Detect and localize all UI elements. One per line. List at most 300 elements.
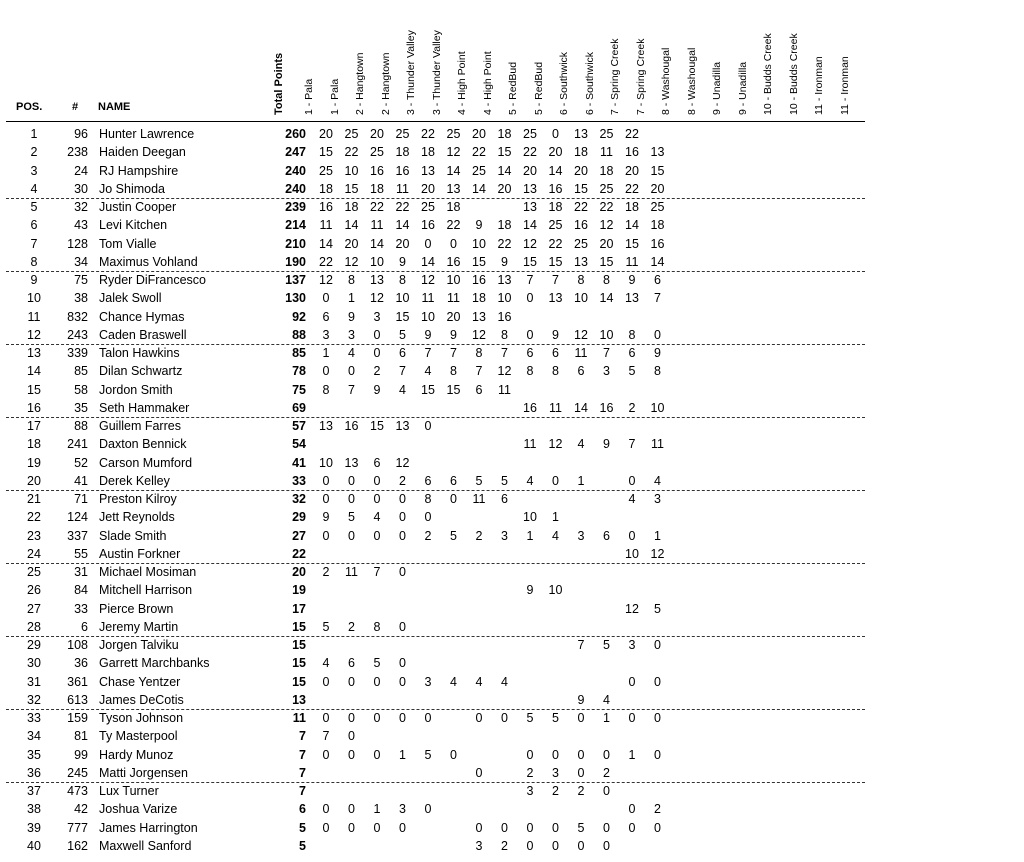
- name-cell: Jett Reynolds: [99, 510, 175, 525]
- name-cell: Matti Jorgensen: [99, 765, 188, 780]
- number-cell: 35: [74, 400, 88, 415]
- table-row: [0, 819, 1024, 837]
- points-cell: 0: [526, 820, 534, 835]
- points-cell: 15: [574, 181, 588, 196]
- points-cell: 18: [370, 181, 384, 196]
- points-cell: 9: [399, 254, 406, 269]
- table-row: [0, 581, 1024, 599]
- header-total-points-label: Total Points: [273, 52, 285, 115]
- points-cell: 14: [446, 163, 461, 178]
- points-cell: 18: [395, 145, 410, 160]
- round-header-label: 7 - Spring Creek: [634, 38, 647, 115]
- points-cell: 0: [348, 492, 355, 506]
- name-cell: Slade Smith: [99, 528, 167, 543]
- table-row: [0, 709, 1024, 727]
- points-cell: 8: [654, 364, 661, 379]
- round-header-label: 11 - Ironman: [813, 56, 825, 115]
- points-cell: 16: [395, 163, 410, 178]
- pos-cell: 9: [30, 273, 38, 287]
- points-cell: 3: [526, 784, 534, 798]
- points-cell: 6: [628, 346, 636, 360]
- points-cell: 0: [526, 747, 534, 762]
- name-cell: Daxton Bennick: [99, 437, 187, 452]
- points-cell: 12: [574, 327, 588, 342]
- round-header-label: 1 - Pala: [303, 78, 315, 115]
- points-cell: 0: [348, 711, 355, 725]
- points-cell: 15: [395, 309, 410, 324]
- points-cell: 13: [650, 145, 665, 160]
- points-cell: 15: [650, 163, 665, 178]
- points-cell: 0: [628, 820, 636, 835]
- total-points-cell: 27: [292, 528, 306, 543]
- points-cell: 0: [348, 364, 355, 379]
- points-cell: 20: [523, 163, 537, 178]
- points-cell: 0: [654, 327, 661, 342]
- table-row: [0, 673, 1024, 691]
- points-cell: 11: [574, 346, 588, 360]
- name-cell: Tom Vialle: [99, 236, 157, 251]
- pos-cell: 37: [27, 784, 41, 798]
- table-row: [0, 289, 1024, 307]
- total-points-cell: 69: [292, 400, 306, 415]
- table-row: [0, 600, 1024, 618]
- points-cell: 0: [526, 327, 534, 342]
- points-cell: 9: [450, 327, 457, 342]
- points-cell: 7: [450, 346, 457, 360]
- points-cell: 15: [344, 181, 359, 196]
- total-points-cell: 15: [292, 619, 306, 634]
- pos-cell: 15: [27, 382, 41, 397]
- points-cell: 12: [599, 218, 614, 233]
- points-cell: 9: [322, 510, 330, 525]
- points-cell: 22: [548, 236, 563, 251]
- points-cell: 15: [548, 254, 563, 269]
- number-cell: 159: [67, 711, 88, 725]
- name-cell: Ryder DiFrancesco: [99, 273, 206, 287]
- points-cell: 8: [552, 364, 559, 379]
- points-cell: 22: [446, 218, 461, 233]
- number-cell: 473: [67, 784, 88, 798]
- points-cell: 18: [421, 145, 435, 160]
- points-cell: 13: [497, 273, 512, 287]
- points-cell: 2: [373, 364, 381, 379]
- name-cell: Carson Mumford: [99, 455, 193, 470]
- number-cell: 42: [74, 802, 88, 817]
- number-cell: 245: [67, 765, 88, 780]
- number-cell: 41: [74, 473, 88, 488]
- table-row: [0, 435, 1024, 453]
- points-cell: 0: [399, 510, 406, 525]
- points-cell: 0: [603, 784, 610, 798]
- name-cell: Levi Kitchen: [99, 218, 168, 233]
- table-row: [0, 326, 1024, 344]
- table-row: [0, 636, 1024, 654]
- header-name: NAME: [98, 101, 131, 113]
- name-cell: RJ Hampshire: [99, 163, 179, 178]
- total-points-cell: 78: [292, 364, 306, 379]
- points-cell: 14: [599, 291, 614, 306]
- points-cell: 13: [395, 419, 410, 433]
- points-cell: 20: [650, 181, 665, 196]
- pos-cell: 16: [27, 400, 41, 415]
- table-row: [0, 235, 1024, 253]
- points-cell: 4: [526, 473, 534, 488]
- number-cell: 613: [67, 692, 88, 707]
- total-points-cell: 7: [299, 765, 306, 780]
- points-cell: 0: [450, 492, 457, 506]
- round-header-label: 4 - High Point: [481, 51, 494, 115]
- points-cell: 20: [625, 163, 639, 178]
- points-cell: 4: [450, 674, 457, 689]
- points-cell: 20: [395, 236, 410, 251]
- number-cell: 99: [74, 747, 88, 762]
- points-cell: 10: [497, 291, 512, 306]
- points-cell: 22: [472, 145, 486, 160]
- points-cell: 0: [450, 236, 457, 251]
- points-cell: 0: [552, 747, 559, 762]
- points-cell: 0: [399, 619, 406, 634]
- points-cell: 8: [322, 382, 330, 397]
- points-cell: 2: [322, 565, 330, 579]
- table-row: [0, 125, 1024, 143]
- points-cell: 0: [373, 747, 381, 762]
- points-cell: 16: [574, 218, 588, 233]
- name-cell: Mitchell Harrison: [99, 583, 193, 598]
- round-header-label: 1 - Pala: [328, 78, 341, 115]
- pos-cell: 20: [27, 473, 41, 488]
- points-cell: 11: [549, 400, 562, 415]
- points-cell: 5: [603, 638, 610, 652]
- points-cell: 1: [654, 528, 661, 543]
- points-cell: 0: [628, 711, 636, 725]
- points-cell: 6: [654, 273, 661, 287]
- round-header-label: 11 - Ironman: [838, 56, 851, 115]
- points-cell: 12: [446, 145, 461, 160]
- number-cell: 6: [81, 619, 88, 634]
- points-cell: 11: [447, 291, 460, 306]
- total-points-cell: 210: [285, 236, 306, 251]
- points-cell: 3: [552, 765, 559, 780]
- pos-cell: 4: [30, 181, 38, 196]
- points-cell: 11: [651, 437, 664, 452]
- points-cell: 2: [424, 528, 432, 543]
- points-cell: 22: [370, 200, 384, 214]
- round-header-label: 5 - RedBud: [532, 61, 545, 115]
- points-cell: 0: [654, 674, 661, 689]
- number-cell: 43: [74, 218, 88, 233]
- number-cell: 30: [74, 181, 88, 196]
- points-cell: 3: [577, 528, 585, 543]
- pos-cell: 35: [27, 747, 41, 762]
- number-cell: 339: [67, 346, 88, 360]
- points-cell: 4: [399, 382, 406, 397]
- points-cell: 20: [446, 309, 461, 324]
- points-cell: 16: [650, 236, 665, 251]
- points-cell: 8: [603, 273, 610, 287]
- table-row: [0, 399, 1024, 417]
- points-cell: 1: [577, 473, 585, 488]
- total-points-cell: 214: [285, 218, 306, 233]
- table-row: [0, 417, 1024, 435]
- round-header-label: 6 - Southwick: [558, 51, 570, 115]
- points-cell: 7: [603, 346, 610, 360]
- points-cell: 13: [574, 254, 588, 269]
- points-cell: 14: [650, 254, 665, 269]
- points-cell: 10: [599, 327, 614, 342]
- points-cell: 5: [577, 820, 585, 835]
- points-cell: 1: [373, 802, 381, 817]
- number-cell: 55: [74, 546, 88, 561]
- points-cell: 0: [373, 528, 381, 543]
- points-cell: 0: [628, 528, 636, 543]
- points-cell: 25: [599, 181, 614, 196]
- number-cell: 243: [67, 327, 88, 342]
- points-cell: 4: [654, 473, 661, 488]
- points-cell: 0: [603, 747, 610, 762]
- points-cell: 2: [501, 838, 508, 853]
- points-cell: 0: [322, 747, 330, 762]
- points-cell: 4: [603, 692, 610, 707]
- points-cell: 13: [421, 163, 435, 178]
- points-cell: 15: [472, 254, 486, 269]
- points-cell: 22: [574, 200, 588, 214]
- name-cell: Joshua Varize: [99, 802, 178, 817]
- points-cell: 9: [424, 327, 432, 342]
- points-cell: 5: [424, 747, 432, 762]
- name-cell: Chance Hymas: [99, 309, 185, 324]
- points-cell: 1: [603, 711, 610, 725]
- points-cell: 18: [446, 200, 461, 214]
- points-cell: 7: [373, 565, 381, 579]
- name-cell: Justin Cooper: [99, 200, 177, 214]
- points-cell: 4: [628, 492, 636, 506]
- table-row: [0, 381, 1024, 399]
- total-points-cell: 75: [292, 382, 306, 397]
- points-cell: 6: [373, 455, 381, 470]
- pos-cell: 39: [27, 820, 41, 835]
- points-cell: 14: [395, 218, 410, 233]
- points-cell: 0: [552, 473, 559, 488]
- total-points-cell: 190: [285, 254, 306, 269]
- points-cell: 8: [526, 364, 534, 379]
- points-cell: 7: [424, 346, 432, 360]
- points-cell: 0: [322, 492, 330, 506]
- total-points-cell: 239: [285, 200, 306, 214]
- points-cell: 15: [523, 254, 537, 269]
- total-points-cell: 240: [285, 181, 306, 196]
- name-cell: Jo Shimoda: [99, 181, 166, 196]
- points-cell: 6: [348, 656, 355, 671]
- pos-cell: 5: [30, 200, 38, 214]
- points-cell: 25: [574, 236, 588, 251]
- points-cell: 10: [421, 309, 435, 324]
- points-cell: 0: [348, 729, 355, 744]
- round-header-label: 2 - Hangtown: [379, 52, 392, 115]
- total-points-cell: 32: [292, 492, 306, 506]
- points-cell: 18: [472, 291, 486, 306]
- total-points-cell: 240: [285, 163, 306, 178]
- points-cell: 4: [501, 674, 508, 689]
- points-cell: 11: [498, 382, 511, 397]
- points-cell: 18: [344, 200, 359, 214]
- points-cell: 6: [450, 473, 457, 488]
- points-cell: 0: [628, 674, 636, 689]
- points-cell: 3: [348, 327, 355, 342]
- table-row: [0, 362, 1024, 380]
- points-cell: 0: [322, 473, 330, 488]
- points-cell: 4: [475, 674, 483, 689]
- points-cell: 15: [599, 254, 614, 269]
- table-row: [0, 162, 1024, 180]
- points-cell: 5: [348, 510, 355, 525]
- points-cell: 13: [319, 419, 333, 433]
- points-cell: 25: [523, 127, 537, 141]
- points-cell: 12: [344, 254, 359, 269]
- points-cell: 25: [650, 200, 665, 214]
- table-row: [0, 344, 1024, 362]
- header-pos: POS.: [16, 101, 43, 113]
- points-cell: 9: [654, 346, 661, 360]
- points-cell: 0: [424, 711, 432, 725]
- pos-cell: 33: [27, 711, 41, 725]
- points-cell: 5: [628, 364, 636, 379]
- points-cell: 14: [625, 218, 639, 233]
- points-cell: 3: [654, 492, 661, 506]
- points-cell: 0: [603, 838, 610, 853]
- points-cell: 0: [348, 820, 355, 835]
- table-row: [0, 618, 1024, 636]
- points-cell: 0: [475, 820, 483, 835]
- number-cell: 24: [74, 163, 88, 178]
- points-cell: 8: [628, 327, 636, 342]
- table-row: [0, 800, 1024, 818]
- name-cell: James Harrington: [99, 820, 198, 835]
- points-cell: 6: [424, 473, 432, 488]
- points-cell: 13: [446, 181, 461, 196]
- points-cell: 8: [475, 346, 483, 360]
- points-cell: 12: [319, 273, 333, 287]
- points-cell: 0: [348, 528, 355, 543]
- points-cell: 0: [424, 419, 432, 433]
- points-cell: 25: [370, 145, 384, 160]
- points-cell: 16: [319, 200, 333, 214]
- pos-cell: 24: [27, 546, 41, 561]
- round-header-label: 4 - High Point: [456, 51, 468, 115]
- points-cell: 10: [319, 455, 333, 470]
- pos-cell: 7: [30, 236, 38, 251]
- total-points-cell: 88: [292, 327, 306, 342]
- points-cell: 20: [472, 127, 486, 141]
- pos-cell: 23: [27, 528, 41, 543]
- total-points-cell: 130: [285, 291, 306, 306]
- points-cell: 2: [526, 765, 534, 780]
- round-header-label: 8 - Washougal: [685, 47, 698, 115]
- points-cell: 9: [603, 437, 610, 452]
- points-cell: 0: [577, 765, 585, 780]
- total-points-cell: 41: [292, 455, 306, 470]
- points-cell: 1: [552, 510, 559, 525]
- name-cell: Guillem Farres: [99, 419, 181, 433]
- name-cell: James DeCotis: [99, 692, 184, 707]
- points-cell: 10: [370, 254, 384, 269]
- name-cell: Talon Hawkins: [99, 346, 180, 360]
- total-points-cell: 15: [292, 638, 306, 652]
- points-cell: 12: [650, 546, 665, 561]
- table-row: [0, 454, 1024, 472]
- points-cell: 10: [574, 291, 588, 306]
- points-cell: 16: [599, 400, 614, 415]
- points-cell: 8: [577, 273, 585, 287]
- name-cell: Austin Forkner: [99, 546, 181, 561]
- points-cell: 13: [625, 291, 639, 306]
- total-points-cell: 15: [292, 674, 306, 689]
- points-cell: 18: [548, 200, 563, 214]
- name-cell: Jordon Smith: [99, 382, 173, 397]
- number-cell: 162: [67, 838, 88, 853]
- points-cell: 14: [497, 163, 512, 178]
- points-cell: 1: [628, 747, 636, 762]
- total-points-cell: 54: [292, 437, 306, 452]
- points-cell: 18: [497, 127, 512, 141]
- points-cell: 25: [599, 127, 614, 141]
- points-cell: 16: [446, 254, 461, 269]
- points-cell: 2: [475, 528, 483, 543]
- points-cell: 9: [577, 692, 585, 707]
- points-cell: 0: [552, 820, 559, 835]
- points-cell: 15: [421, 382, 435, 397]
- points-cell: 20: [548, 145, 563, 160]
- points-cell: 6: [501, 492, 508, 506]
- round-header-label: 6 - Southwick: [583, 51, 596, 115]
- pos-cell: 25: [27, 565, 41, 579]
- points-cell: 6: [603, 528, 610, 543]
- total-points-cell: 247: [285, 145, 306, 160]
- pos-cell: 36: [27, 765, 41, 780]
- header-rule: [6, 121, 865, 122]
- total-points-cell: 33: [292, 473, 306, 488]
- name-cell: Jorgen Talviku: [99, 638, 179, 652]
- points-cell: 3: [424, 674, 432, 689]
- points-cell: 10: [625, 546, 639, 561]
- points-cell: 25: [421, 200, 435, 214]
- points-cell: 12: [625, 601, 639, 616]
- pos-cell: 19: [27, 455, 41, 470]
- points-cell: 4: [322, 656, 330, 671]
- table-row: [0, 764, 1024, 782]
- pos-cell: 29: [27, 638, 41, 652]
- points-cell: 11: [319, 218, 333, 233]
- points-cell: 6: [552, 346, 559, 360]
- table-row: [0, 527, 1024, 545]
- points-cell: 10: [650, 400, 665, 415]
- pos-cell: 8: [30, 254, 38, 269]
- points-cell: 14: [472, 181, 486, 196]
- points-cell: 0: [322, 364, 330, 379]
- points-cell: 2: [399, 473, 406, 488]
- total-points-cell: 20: [292, 565, 306, 579]
- number-cell: 361: [67, 674, 88, 689]
- number-cell: 81: [74, 729, 88, 744]
- points-cell: 8: [450, 364, 457, 379]
- table-row: [0, 253, 1024, 271]
- points-cell: 8: [424, 492, 432, 506]
- points-cell: 20: [574, 163, 588, 178]
- points-cell: 7: [475, 364, 483, 379]
- points-cell: 0: [348, 473, 355, 488]
- number-cell: 71: [74, 492, 88, 506]
- points-cell: 0: [373, 327, 381, 342]
- points-cell: 20: [344, 236, 359, 251]
